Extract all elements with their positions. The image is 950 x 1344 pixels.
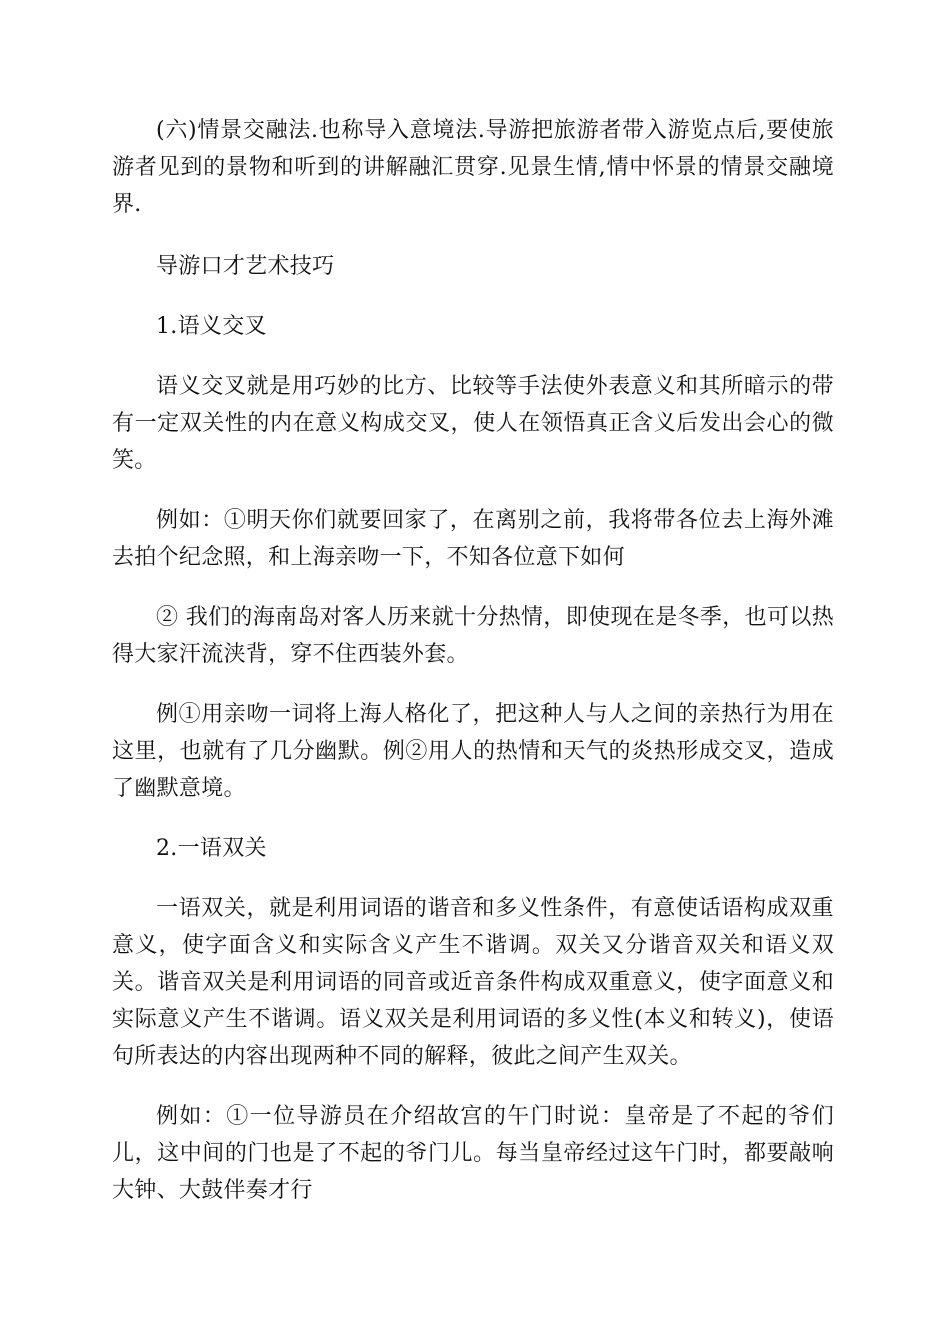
document-page <box>112 112 834 1209</box>
paragraph-example-meridian-gate: 例如：①一位导游员在介绍故宫的午门时说：皇帝是了不起的爷们儿，这中间的门也是了不起的爷门儿。每当皇帝经过这午门时，都要敲响大钟、大鼓伴奏才行 <box>112 1104 834 1203</box>
heading-pun: 2.一语双关 <box>156 836 267 861</box>
paragraph-example-1-shanghai: 例如：①明天你们就要回家了，在离别之前，我将带各位去上海外滩去拍个纪念照，和上海亲吻一下，不知各位意下如何 <box>112 508 834 570</box>
paragraph-examples-explanation: 例①用亲吻一词将上海人格化了，把这种人与人之间的亲热行为用在这里，也就有了几分幽默。例②用人的热情和天气的炎热形成交叉，造成了幽默意境。 <box>112 702 834 801</box>
paragraph-situational-blending: (六)情景交融法.也称导入意境法.导游把旅游者带入游览点后,要使旅游者见到的景物和听到的讲解融汇贯穿.见景生情,情中怀景的情景交融境界. <box>112 118 834 217</box>
paragraph-semantic-crossing-definition: 语义交叉就是用巧妙的比方、比较等手法使外表意义和其所暗示的带有一定双关性的内在意义构成交叉，使人在领悟真正含义后发出会心的微笑。 <box>112 374 834 473</box>
heading-tour-guide-eloquence: 导游口才艺术技巧 <box>156 254 335 279</box>
paragraph-example-2-hainan: ② 我们的海南岛对客人历来就十分热情，即使现在是冬季，也可以热得大家汗流浃背，穿不住西装外套。 <box>112 605 834 667</box>
heading-semantic-crossing: 1.语义交叉 <box>156 314 267 339</box>
paragraph-pun-definition: 一语双关，就是利用词语的谐音和多义性条件，有意使话语构成双重意义，使字面含义和实际含义产生不谐调。双关又分谐音双关和语义双关。谐音双关是利用词语的同音或近音条件构成双重意义，使字面意义和实际意义产生不谐调。语义双关是利用词语的多义性(本义和转义)，使语句所表达的内容出现两种不同的解释，彼此之间产生双关。 <box>112 896 834 1069</box>
